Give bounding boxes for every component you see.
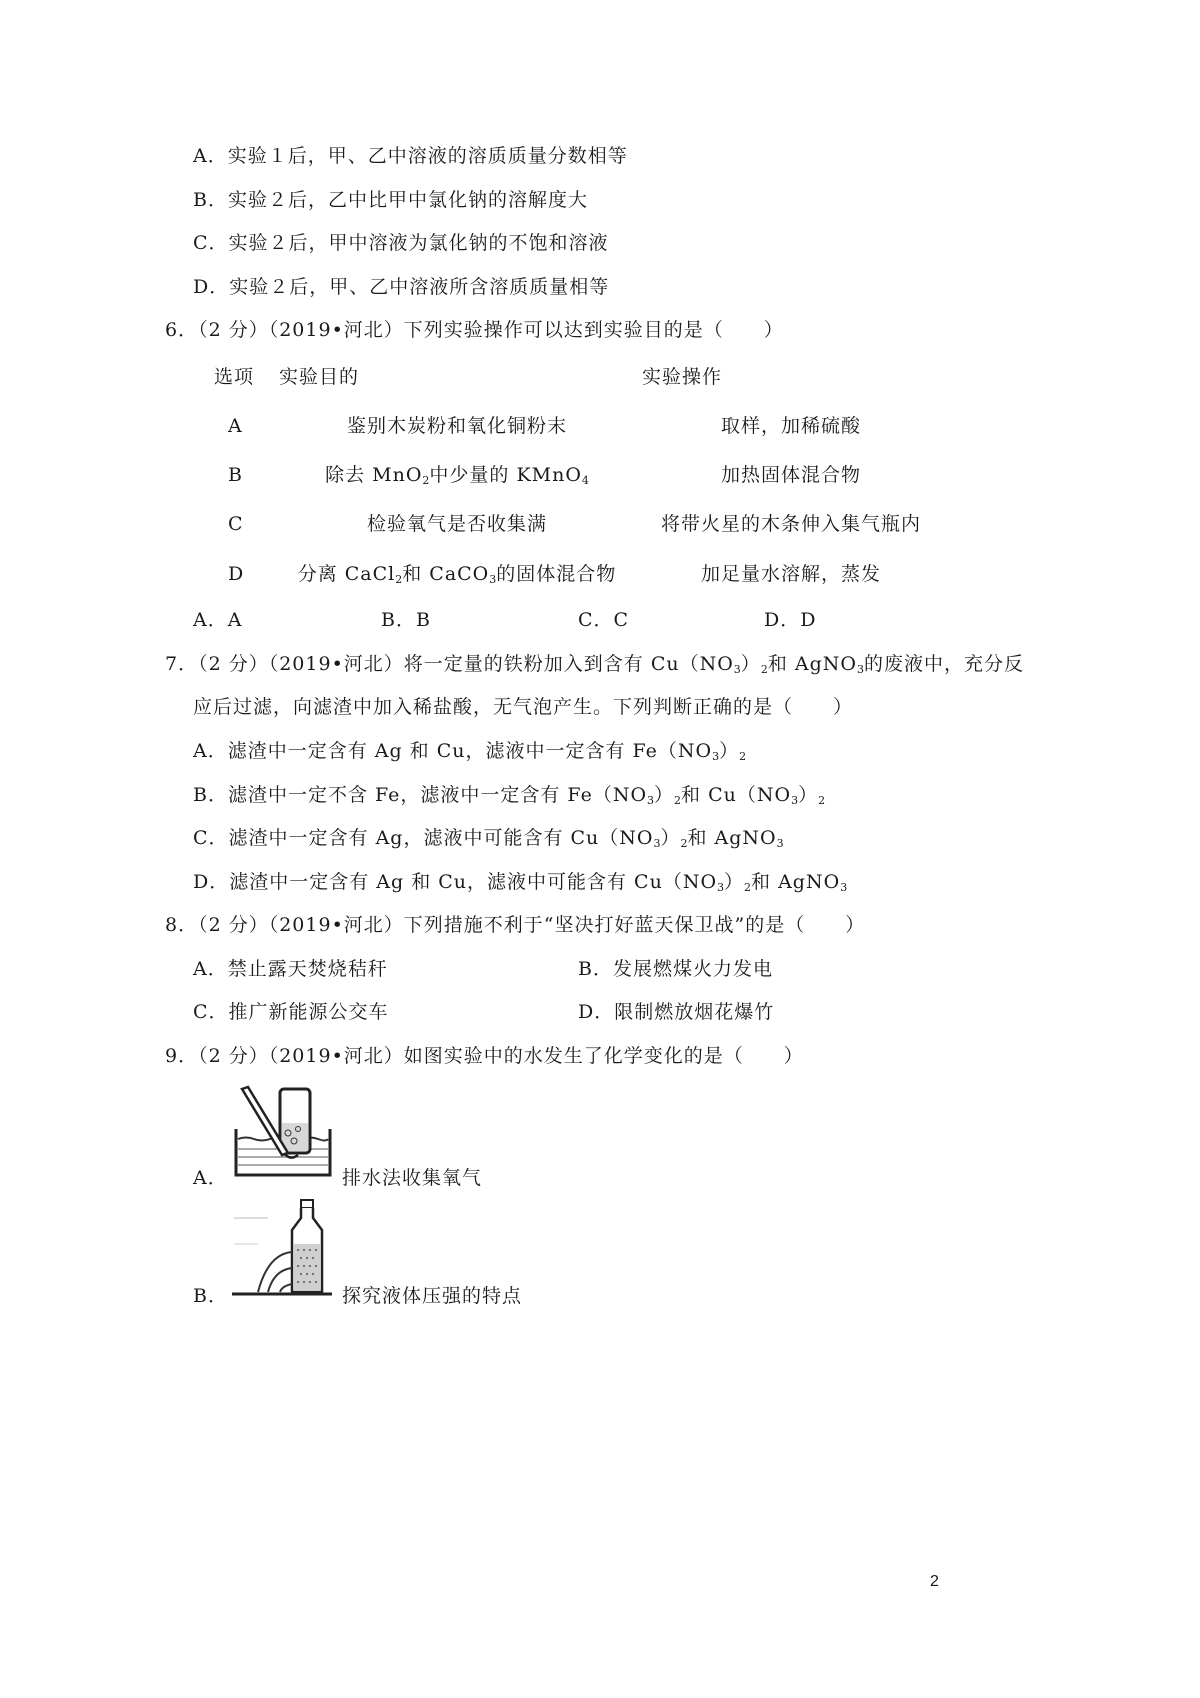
q6-row-b-purpose: 除去 MnO$_2$中少量的 KMnO$_4$: [325, 464, 589, 487]
q6-stem: 6．（2 分）（2019•河北）下列实验操作可以达到实验目的是（ ）: [165, 319, 784, 341]
q6-row-a-key: A: [228, 415, 243, 437]
q6-row-a-purpose: 鉴别木炭粉和氧化铜粉末: [346, 415, 568, 437]
q6-answer-c: C．C: [578, 609, 630, 631]
q6-row-c-key: C: [228, 513, 244, 535]
q8-option-c: C．推广新能源公交车: [193, 1001, 389, 1023]
q7-stem-line2: 应后过滤，向滤渣中加入稀盐酸，无气泡产生。下列判断正确的是（ ）: [193, 696, 854, 718]
q7-option-b: B．滤渣中一定不含 Fe，滤液中一定含有 $Fe(NO_3)_2$和 $Cu(NO_3)_2$: [193, 784, 826, 807]
q9-option-a-label: A．: [193, 1167, 228, 1189]
q9-option-a-caption: 排水法收集氧气: [342, 1167, 483, 1189]
q5-option-d: D．实验２后，甲、乙中溶液所含溶质质量相等: [193, 276, 610, 298]
q5-option-a: A．实验１后，甲、乙中溶液的溶质质量分数相等: [193, 145, 628, 167]
q5-option-c: C．实验２后，甲中溶液为氯化钠的不饱和溶液: [193, 232, 609, 254]
q7-option-a: A．滤渣中一定含有 Ag 和 Cu，滤液中一定含有 $Fe(NO_3)_2$: [193, 740, 747, 763]
q6-row-b-operation: 加热固体混合物: [720, 464, 862, 486]
water-displacement-figure: [228, 1083, 338, 1179]
q6-row-d-key: D: [228, 563, 245, 585]
q6-row-c-operation: 将带火星的木条伸入集气瓶内: [660, 513, 922, 535]
q6-row-c-purpose: 检验氧气是否收集满: [366, 513, 548, 535]
page-number: 2: [930, 1573, 939, 1590]
q6-answer-d: D．D: [764, 609, 817, 631]
q6-row-b-key: B: [228, 464, 243, 486]
q8-option-a: A．禁止露天焚烧秸秆: [193, 958, 388, 980]
q6-answer-a: A．A: [193, 609, 243, 631]
q7-stem-line1: 7．（2 分）（2019•河北）将一定量的铁粉加入到含有 $Cu(NO_3)_2$和 AgNO$_3$的废液中，充分反: [165, 653, 1024, 676]
q9-option-b-label: B．: [193, 1285, 228, 1307]
q6-row-a-operation: 取样，加稀硫酸: [720, 415, 862, 437]
q7-option-c: C．滤渣中一定含有 Ag，滤液中可能含有 $Cu(NO_3)_2$和 AgNO$_3$: [193, 827, 784, 850]
q8-stem: 8．（2 分）（2019•河北）下列措施不利于“坚决打好蓝天保卫战”的是（ ）: [165, 914, 866, 936]
q5-option-b: B．实验２后，乙中比甲中氯化钠的溶解度大: [193, 189, 588, 211]
q9-stem: 9．（2 分）（2019•河北）如图实验中的水发生了化学变化的是（ ）: [165, 1045, 804, 1067]
q6-row-d-operation: 加足量水溶解，蒸发: [700, 563, 882, 585]
q8-option-b: B．发展燃煤火力发电: [578, 958, 773, 980]
liquid-pressure-figure: [228, 1196, 338, 1300]
q6-header-operation: 实验操作: [642, 366, 723, 388]
q6-answer-b: B．B: [381, 609, 431, 631]
q6-header-option: 选项: [214, 366, 255, 388]
q6-row-d-purpose: 分离 CaCl$_2$和 CaCO$_3$的固体混合物: [297, 563, 617, 586]
q6-header-purpose: 实验目的: [279, 366, 360, 388]
q7-option-d: D．滤渣中一定含有 Ag 和 Cu，滤液中可能含有 $Cu(NO_3)_2$和 AgNO$_3$: [193, 871, 848, 894]
q8-option-d: D．限制燃放烟花爆竹: [578, 1001, 775, 1023]
q9-option-b-caption: 探究液体压强的特点: [342, 1285, 523, 1307]
